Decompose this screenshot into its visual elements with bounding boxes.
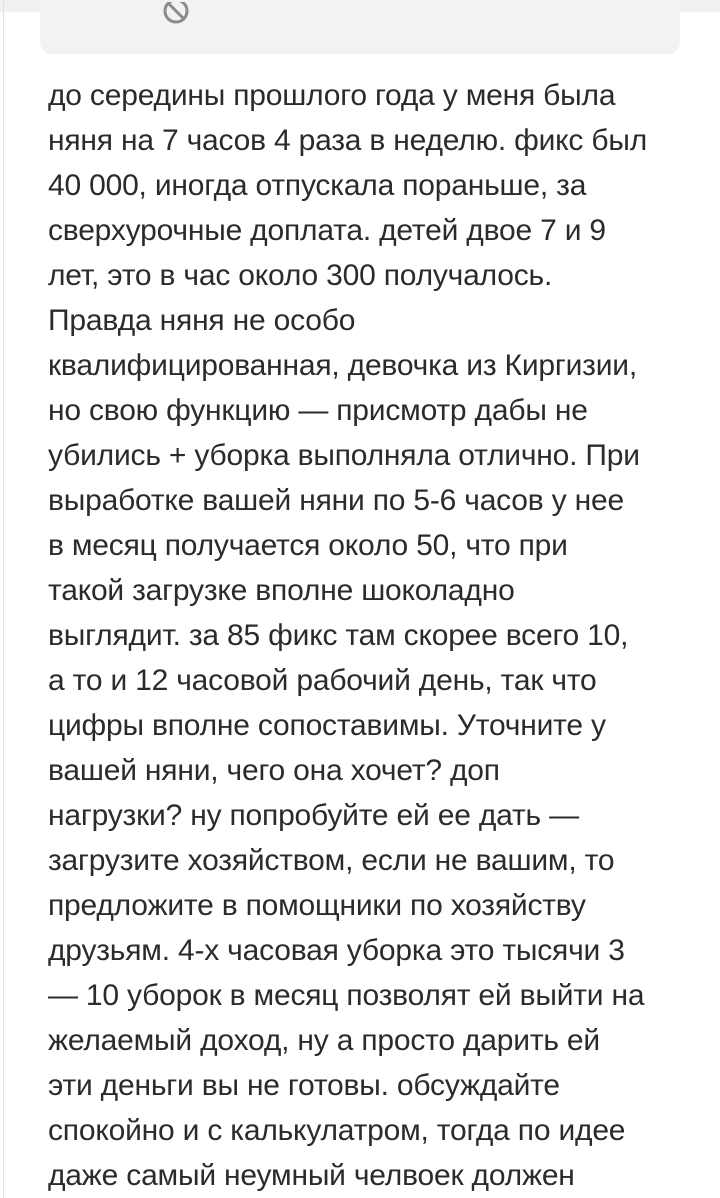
comment-text-line: убились + уборка выполняла отлично. При <box>48 439 640 472</box>
comment-text-line: загрузите хозяйством, если не вашим, то <box>48 844 615 877</box>
comment-text-line: желаемый доход, ну а просто дарить ей <box>48 1024 600 1057</box>
comment-text-line: выглядит. за 85 фикс там скорее всего 10, <box>48 619 629 652</box>
comment-text-line: предложите в помощники по хозяйству <box>48 889 586 922</box>
comment-text-line: выработке вашей няни по 5-6 часов у нее <box>48 484 624 517</box>
comment-text-line: в месяц получается около 50, что при <box>48 529 568 562</box>
comment-text-line: вашей няни, чего она хочет? доп <box>48 754 500 787</box>
comment-text-line: друзьям. 4-х часовая уборка это тысячи 3 <box>48 934 625 967</box>
comment-text-line: даже самый неумный челвоек должен <box>48 1159 575 1192</box>
comment-text-line: спокойно и с калькулатром, тогда по идее <box>48 1114 626 1147</box>
comment-text-line: цифры вполне сопоставимы. Уточните у <box>48 709 606 742</box>
comment-text-line: такой загрузке вполне шоколадно <box>48 574 515 607</box>
block-icon[interactable] <box>162 2 190 24</box>
comment-text <box>48 73 698 1198</box>
comment-text-line: Правда няня не особо <box>48 304 356 337</box>
page-edge-line <box>3 0 4 1198</box>
comment-text-line: эти деньги вы не готовы. обсуждайте <box>48 1069 560 1102</box>
comment-text-line: 40 000, иногда отпускала пораньше, за <box>48 169 587 202</box>
comment-text-line: квалифицированная, девочка из Киргизии, <box>48 349 637 382</box>
comment-text-line: сверхурочные доплата. детей двое 7 и 9 <box>48 214 606 247</box>
comment-text-line: нагрузки? ну попробуйте ей ее дать — <box>48 799 579 832</box>
comment-text-line: а то и 12 часовой рабочий день, так что <box>48 664 597 697</box>
comment-text-line: лет, это в час около 300 получалось. <box>48 259 553 292</box>
comment-text-line: — 10 уборок в месяц позволят ей выйти на <box>48 979 645 1012</box>
comment-text-line: няня на 7 часов 4 раза в неделю. фикс был <box>48 124 648 157</box>
comment-text-line: но свою функцию — присмотр дабы не <box>48 394 588 427</box>
previous-comment-card <box>40 0 680 54</box>
comment-text-line: до середины прошлого года у меня была <box>48 79 616 112</box>
